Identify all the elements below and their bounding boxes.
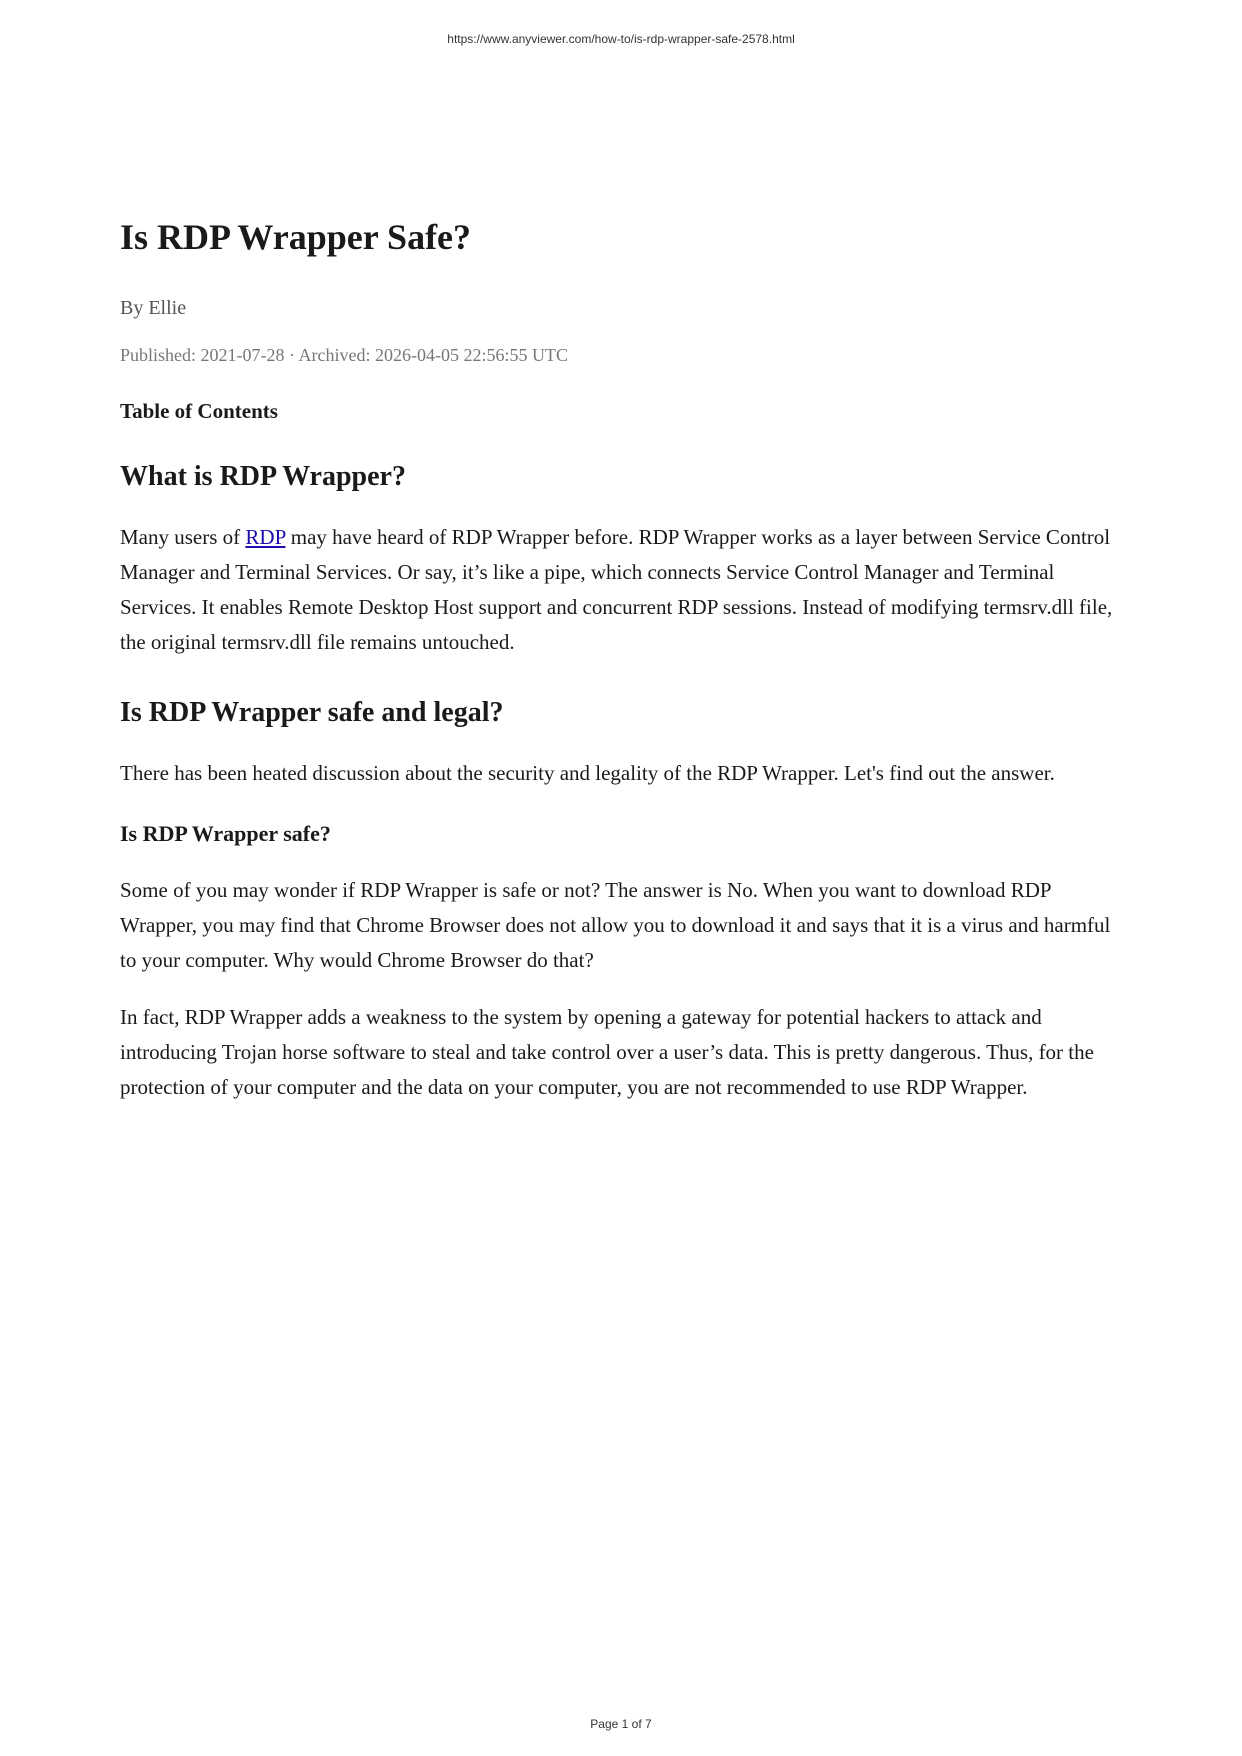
paragraph-text-prefix: Many users of (120, 525, 246, 549)
paragraph-text-suffix: may have heard of RDP Wrapper before. RDP Wrapper works as a layer between Service Control Manager and Terminal Services. Or say, it’s like a pipe, which connects Service Control Manager and Terminal Services. It enables Remote Desktop Host support and concurrent RDP sessions. Instead of modifying termsrv.dll file, the original termsrv.dll file remains untouched. (120, 525, 1113, 654)
article-title: Is RDP Wrapper Safe? (120, 217, 472, 257)
section-heading-safe-and-legal: Is RDP Wrapper safe and legal? (120, 697, 504, 728)
page-url-header: https://www.anyviewer.com/how-to/is-rdp-wrapper-safe-2578.html (447, 32, 795, 46)
section-paragraph-safe-and-legal: There has been heated discussion about the security and legality of the RDP Wrapper. Let's find out the answer. (120, 761, 1055, 785)
subsection-paragraph-is-safe-2: In fact, RDP Wrapper adds a weakness to the system by opening a gateway for potential hackers to attack and introducing Trojan horse software to steal and take control over a user’s data. This is pretty dangerous. Thus, for the protection of your computer and the data on your computer, you are not recommended to use RDP Wrapper. (120, 1005, 1094, 1099)
rdp-link[interactable]: RDP (245, 525, 286, 549)
section-heading-what-is-rdp-wrapper: What is RDP Wrapper? (120, 461, 406, 492)
subsection-heading-is-safe: Is RDP Wrapper safe? (120, 821, 331, 846)
section-paragraph-what-is-rdp-wrapper (120, 520, 1120, 660)
article-publish-meta: Published: 2021-07-28 · Archived: 2026-04-05 22:56:55 UTC (120, 345, 568, 365)
article-byline: By Ellie (120, 297, 187, 319)
subsection-paragraph-is-safe-1: Some of you may wonder if RDP Wrapper is safe or not? The answer is No. When you want to download RDP Wrapper, you may find that Chrome Browser does not allow you to download it and says that it is a virus and harmful to your computer. Why would Chrome Browser do that? (120, 878, 1111, 972)
page-number-footer: Page 1 of 7 (590, 1717, 652, 1731)
table-of-contents-heading: Table of Contents (120, 399, 278, 423)
article-content (120, 212, 1120, 1105)
